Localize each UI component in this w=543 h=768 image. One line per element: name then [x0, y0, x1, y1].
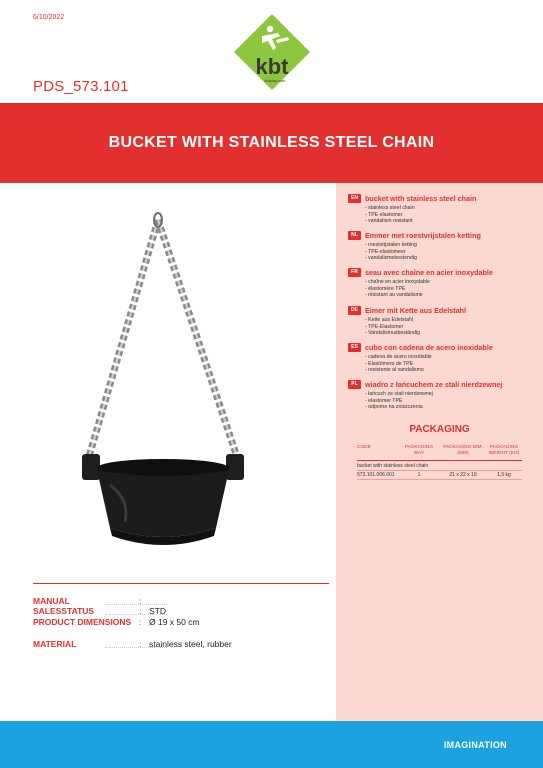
lang-item: - cadena de acero inoxidable — [365, 354, 432, 360]
packaging-header-way: PACKAGING WAY — [404, 445, 434, 456]
lang-item: - TPE elastomer — [365, 211, 403, 218]
lang-item: - odporne na zniszczenia — [365, 404, 423, 410]
lang-title: bucket with stainless steel chain — [365, 193, 477, 203]
lang-title: seau avec chaîne en acier inoxydable — [365, 267, 493, 277]
lang-item: - roestvrijstalen ketting — [365, 242, 417, 248]
packaging-way: 1 — [417, 472, 421, 478]
title-banner — [0, 103, 543, 183]
packaging-description: bucket with stainless steel chain — [357, 463, 429, 469]
spec-label: MANUAL — [33, 596, 70, 606]
lang-title: wiadro z łańcuchem ze stali nierdzewnej — [365, 379, 503, 389]
lang-block-es — [348, 342, 538, 374]
lang-item: - vandalismebestendig — [365, 255, 417, 261]
lang-item: - vandalism resistant — [365, 218, 413, 224]
packaging-dim: 21 x 22 x 19 — [449, 472, 477, 478]
spec-divider — [33, 583, 329, 584]
lang-block-nl — [348, 230, 538, 262]
spec-colon: : — [139, 639, 142, 649]
logo-wordmark: kbt — [255, 54, 289, 79]
packaging-weight: 1,5 kg — [497, 472, 511, 478]
lang-block-fr — [348, 267, 538, 299]
lang-item: - Kette aus Edelstahl — [365, 317, 413, 323]
lang-badge: ES — [348, 343, 361, 352]
lang-item: - resistente al vandalismo — [365, 367, 424, 373]
spec-value: stainless steel, rubber — [149, 639, 232, 649]
footer-bar — [0, 721, 543, 768]
footer-tagline: IMAGINATION — [443, 740, 507, 750]
lang-badge: EN — [348, 194, 361, 203]
packaging-header-weight: PACKAGING WEIGHT (KG) — [488, 445, 520, 456]
spec-label: MATERIAL — [33, 639, 77, 649]
lang-title: Emmer met roestvrijstalen ketting — [365, 230, 481, 240]
lang-item: - TPE-elastomeer — [365, 248, 406, 255]
lang-item: - chaîne en acier inoxydable — [365, 279, 430, 285]
kbt-logo — [232, 12, 312, 92]
spec-colon: : — [139, 617, 142, 627]
lang-block-pl — [348, 379, 538, 411]
lang-item: - Vandalismusbeständig — [365, 330, 420, 336]
lang-item: - elastomer TPE — [365, 397, 403, 404]
lang-item: - Elastómero de TPE — [365, 360, 414, 367]
spec-colon: : — [139, 596, 142, 606]
lang-badge: DE — [348, 306, 361, 315]
packaging-title: PACKAGING — [409, 424, 470, 435]
product-code: PDS_573.101 — [33, 78, 129, 95]
spec-label: PRODUCT DIMENSIONS — [33, 617, 132, 627]
lang-title: cubo con cadena de acero inoxidable — [365, 342, 493, 352]
spec-leader — [105, 604, 167, 605]
spec-colon: : — [139, 606, 142, 616]
product-photo — [70, 210, 260, 550]
document-date: 6/10/2022 — [33, 14, 65, 21]
lang-block-en — [348, 193, 538, 225]
lang-item: - stainless steel chain — [365, 205, 415, 211]
lang-item: - résistant au vandalisme — [365, 292, 423, 298]
lang-block-de — [348, 305, 538, 337]
lang-badge: PL — [348, 380, 361, 389]
packaging-divider — [357, 479, 522, 480]
lang-badge: NL — [348, 231, 361, 240]
packaging-header-code: CODE — [357, 445, 371, 450]
logo-url: kbtplay.com — [264, 78, 286, 83]
spec-label: SALESSTATUS — [33, 606, 95, 616]
lang-item: - élastomère TPE — [365, 285, 406, 292]
packaging-divider — [357, 460, 522, 461]
product-title: BUCKET WITH STAINLESS STEEL CHAIN — [108, 134, 435, 151]
lang-title: Eimer mit Kette aus Edelstahl — [365, 305, 467, 315]
spec-value: Ø 19 x 50 cm — [149, 617, 200, 627]
spec-value: STD — [149, 606, 166, 616]
packaging-header-dim: PACKAGING DIM. (MM) — [443, 445, 483, 456]
lang-item: - TPE-Elastomer — [365, 323, 404, 330]
lang-badge: FR — [348, 268, 361, 277]
lang-item: - łańcuch ze stali nierdzewnej — [365, 391, 433, 397]
packaging-divider — [357, 470, 522, 471]
packaging-code: 573.101.006.001 — [357, 472, 395, 478]
